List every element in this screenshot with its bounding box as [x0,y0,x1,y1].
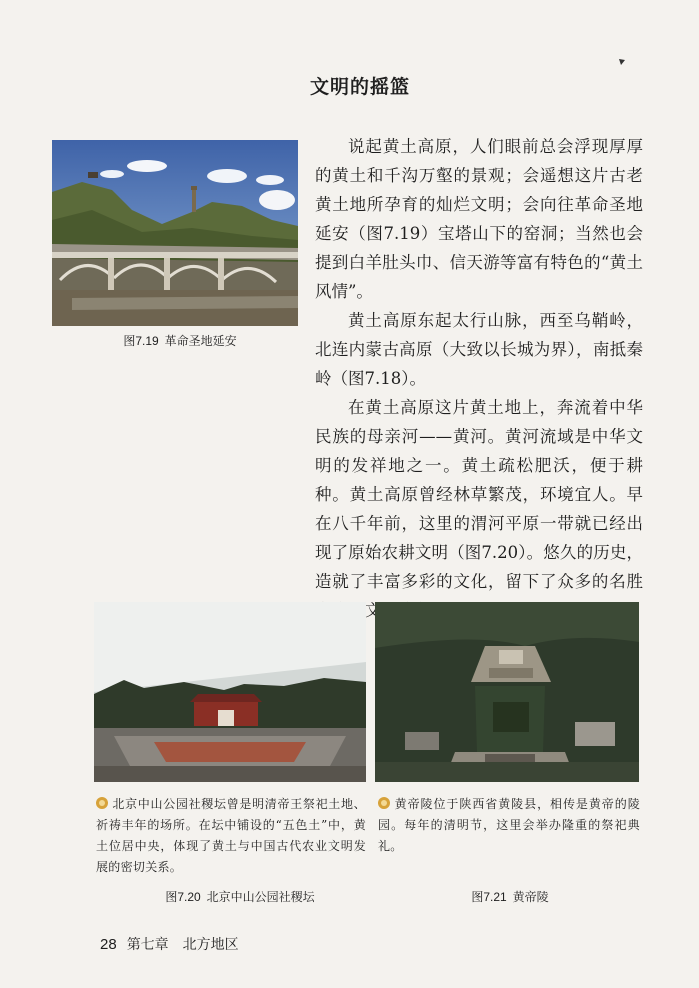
corner-mark [618,58,626,66]
section-title: 文明的摇篮 [309,76,410,98]
body-text [315,132,643,625]
paragraph-1: 说起黄土高原，人们眼前总会浮现厚厚的黄土和千沟万壑的景观；会遥想这片古老黄土地所孕育的灿烂文明；会向往革命圣地延安（图7.19）宝塔山下的窑洞；当然也会提到白羊肚头巾、信天游等富有特色的“黄土风情”。 [315,137,643,301]
photo-huangdiling [375,602,639,782]
fig-7-21-description-text: 黄帝陵位于陕西省黄陵县，相传是黄帝的陵园。每年的清明节，这里会举办隆重的祭祀典礼。 [378,797,640,853]
fig-7-20-caption [130,888,350,905]
page-number: 28 [100,936,117,953]
fig-7-21-number: 图7.21 [471,890,507,904]
fig-7-21-description [378,794,640,857]
fig-7-19-caption [60,332,300,349]
bullet-icon [96,797,108,809]
chapter-title: 第七章 北方地区 [126,937,239,953]
paragraph-2: 黄土高原东起太行山脉，西至乌鞘岭，北连内蒙古高原（大致以长城为界），南抵秦岭（图7.18）。 [315,311,643,388]
fig-7-20-description-text: 北京中山公园社稷坛曾是明清帝王祭祀土地、祈祷丰年的场所。在坛中铺设的“五色土”中，黄土位居中央，体现了黄土与中国古代农业文明发展的密切关系。 [96,797,366,874]
fig-7-20-description [96,794,366,878]
photo-shejitan [94,602,366,782]
fig-7-19-number: 图7.19 [123,334,159,348]
page-footer [100,934,239,954]
fig-7-19-title: 革命圣地延安 [164,334,237,348]
fig-7-21-caption [430,888,590,905]
bullet-icon [378,797,390,809]
fig-7-20-title: 北京中山公园社稷坛 [206,890,315,904]
fig-7-21-title: 黄帝陵 [512,890,549,904]
paragraph-3: 在黄土高原这片黄土地上，奔流着中华民族的母亲河——黄河。黄河流域是中华文明的发祥地之一。黄土疏松肥沃，便于耕种。黄土高原曾经林草繁茂，环境宜人。早在八千年前，这里的渭河平原一带就已经出现了原始农耕文明（图7.20）。悠久的历史，造就了丰富多彩的文化，留下了众多的名胜 和文化 [315,398,643,620]
photo-yanan [52,140,298,326]
fig-7-20-number: 图7.20 [165,890,201,904]
